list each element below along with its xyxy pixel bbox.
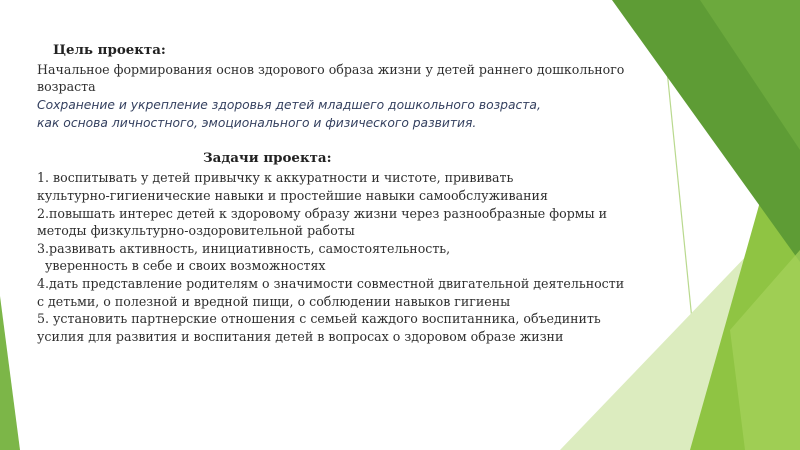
task-line: 4.дать представление родителям о значимости совместной двигательной деятельности: [37, 275, 625, 291]
task-line: культурно-гигиенические навыки и простейшие навыки самообслуживания: [37, 187, 548, 203]
goal-text-line-1: Начальное формирования основ здорового образа жизни у детей раннего дошкольного: [37, 61, 625, 77]
task-line: с детьми, о полезной и вредной пищи, о соблюдении навыков гигиены: [37, 293, 511, 309]
task-line: 2.повышать интерес детей к здоровому образу жизни через разнообразные формы и: [37, 205, 607, 221]
goal-italic-line-2: как основа личностного, эмоционального и физического развития.: [37, 115, 477, 130]
goal-title: Цель проекта:: [53, 42, 166, 58]
spacer: [37, 132, 607, 150]
task-line: усилия для развития и воспитания детей в вопросах о здоровом образе жизни: [37, 328, 564, 344]
task-line: методы физкультурно-оздоровительной работы: [37, 223, 355, 239]
goal-italic-line-1: Сохранение и укрепление здоровья детей младшего дошкольного возраста,: [37, 97, 541, 112]
tasks-list: [37, 169, 625, 345]
slide-text-content: [37, 42, 625, 345]
goal-text-line-2: возраста: [37, 79, 96, 95]
task-line: 3.развивать активность, инициативность, самостоятельность,: [37, 240, 451, 256]
tasks-title: Задачи проекта:: [203, 149, 332, 166]
left-corner-triangle: [0, 296, 20, 450]
task-line: 5. установить партнерские отношения с семьей каждого воспитанника, объединить: [37, 311, 601, 327]
task-line: 1. воспитывать у детей привычку к аккуратности и чистоте, прививать: [37, 170, 514, 186]
task-line: уверенность в себе и своих возможностях: [37, 258, 326, 274]
